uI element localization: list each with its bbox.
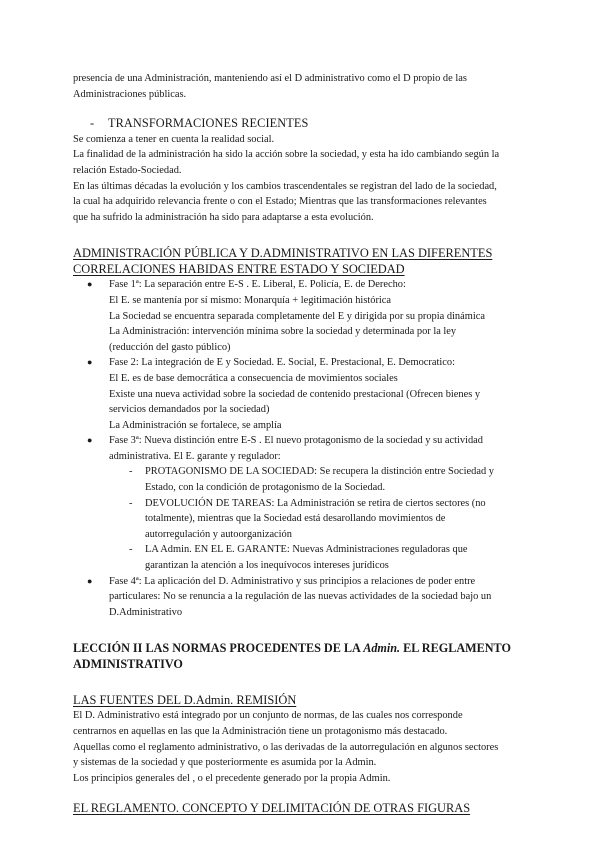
fase-2-line: servicios demandados por la sociedad) — [109, 404, 270, 416]
fase-1-line: La Sociedad se encuentra separada completamente del E y dirigida por su propia dinámica — [109, 310, 485, 322]
fase-3-block — [73, 433, 535, 573]
fase-4-block — [73, 574, 535, 621]
subitem-line: DEVOLUCIÓN DE TAREAS: La Administración se retira de ciertos sectores (no — [145, 497, 486, 509]
lesson-title-italic: Admin. — [363, 641, 401, 656]
subitem-line: PROTAGONISMO DE LA SOCIEDAD: Se recupera la distinción entre Sociedad y — [145, 466, 494, 478]
fase-2-block — [73, 355, 535, 433]
fase-4-line: particulares: No se renuncia a la regulación de las nuevas actividades de la sociedad bajo un — [109, 591, 492, 603]
lesson-title — [73, 640, 535, 656]
subitem-line: totalmente), mientras que la Sociedad está desarollando movimientos de — [145, 513, 446, 525]
document-page — [73, 71, 535, 816]
transformaciones-heading — [73, 116, 535, 132]
fase-3-line: administrativa. El E. garante y regulador: — [109, 450, 281, 462]
paragraph-line: En las últimas décadas la evolución y los cambios trascendentales se registran del lado de la sociedad, — [73, 180, 497, 192]
subitem-line: garantizan la atención a los inequívocos intereses jurídicos — [145, 560, 389, 572]
reglamento-title: EL REGLAMENTO. CONCEPTO Y DELIMITACIÓN DE OTRAS FIGURAS — [73, 801, 471, 816]
fase-3-line: Fase 3ª: Nueva distinción entre E-S . El nuevo protagonismo de la sociedad y su actividad — [109, 435, 483, 447]
fase-1-line: Fase 1ª: La separación entre E-S . E. Liberal, E. Policía, E. de Derecho: — [109, 279, 406, 291]
admin-section-title-2: CORRELACIONES HABIDAS ENTRE ESTADO Y SOCIEDAD — [73, 262, 405, 277]
fase-3-subitem — [73, 496, 535, 543]
intro-line-2: Administraciones públicas. — [73, 88, 187, 100]
fase-2-line: La Administración se fortalece, se amplía — [109, 419, 282, 431]
admin-section-title-1: ADMINISTRACIÓN PÚBLICA Y D.ADMINISTRATIVO EN LAS DIFERENTES — [73, 246, 493, 261]
paragraph-line: El D. Administrativo está integrado por un conjunto de normas, de las cuales nos corresponde — [73, 710, 463, 722]
subitem-line: Estado, con la condición de protagonismo de la Sociedad. — [145, 482, 386, 494]
paragraph-line: La finalidad de la administración ha sido la acción sobre la sociedad, y esta ha ido cambiando según la — [73, 149, 500, 161]
fase-1-block — [73, 277, 535, 355]
lesson-title-line-2: ADMINISTRATIVO — [73, 657, 183, 672]
fase-1-line: (reducción del gasto público) — [109, 341, 231, 353]
subitem-line: LA Admin. EN EL E. GARANTE: Nuevas Administraciones reguladoras que — [145, 544, 468, 556]
paragraph-line: centrarnos en aquellas en las que la Administración tiene un protagonismo más destacado. — [73, 726, 448, 737]
paragraph-line: relación Estado-Sociedad. — [73, 164, 182, 176]
subitem-line: autorregulación y autoorganización — [145, 528, 292, 540]
sub-dash: - — [129, 497, 133, 509]
lesson-title-part: EL REGLAMENTO — [400, 641, 511, 656]
transformaciones-title: TRANSFORMACIONES RECIENTES — [108, 116, 309, 131]
paragraph-line: Los principios generales del , o el precedente generado por la propia Admin. — [73, 772, 391, 784]
fase-2-line: El E. es de base democrática a consecuencia de movimientos sociales — [109, 372, 398, 384]
lesson-title-part: LECCIÓN II LAS NORMAS PROCEDENTES DE LA — [73, 641, 364, 656]
fase-1-line: La Administración: intervención mínima sobre la sociedad y determinada por la ley — [109, 326, 457, 338]
fase-3-subitem — [73, 464, 535, 495]
bullet-icon: ● — [87, 575, 93, 586]
bullet-icon: ● — [87, 279, 93, 290]
fase-2-line: Existe una nueva actividad sobre la sociedad de contenido prestacional (Ofrecen bienes y — [109, 388, 481, 400]
paragraph-line: y sistemas de la sociedad y que posteriormente es asumida por la Admin. — [73, 757, 377, 769]
fuentes-title: LAS FUENTES DEL D.Admin. REMISIÓN — [73, 693, 297, 708]
intro-line-1: presencia de una Administración, manteniendo así el D administrativo como el D propio de las — [73, 73, 467, 84]
paragraph-line: Aquellas como el reglamento administrativo, o las derivadas de la autorregulación en algunos sectores — [73, 741, 499, 753]
fase-3-subitem — [73, 542, 535, 573]
fase-4-line: D.Administrativo — [109, 606, 183, 618]
bullet-icon: ● — [87, 357, 93, 368]
fase-1-line: El E. se mantenía por sí mismo: Monarquía + legitimación histórica — [109, 294, 392, 306]
sub-dash: - — [129, 466, 133, 478]
paragraph-line: Se comienza a tener en cuenta la realidad social. — [73, 133, 275, 145]
bullet-icon: ● — [87, 435, 93, 446]
sub-dash: - — [129, 544, 133, 556]
heading-dash: - — [90, 116, 95, 131]
fase-4-line: Fase 4ª: La aplicación del D. Administrativo y sus principios a relaciones de poder entre — [109, 575, 476, 587]
paragraph-line: que ha sufrido la administración ha sido para adaptarse a esta evolución. — [73, 211, 374, 223]
fase-2-line: Fase 2: La integración de E y Sociedad. E. Social, E. Prestacional, E. Democratico: — [109, 357, 455, 369]
paragraph-line: la cual ha adquirido relevancia frente o con el Estado; Mientras que las transformaciones relevantes — [73, 196, 487, 208]
